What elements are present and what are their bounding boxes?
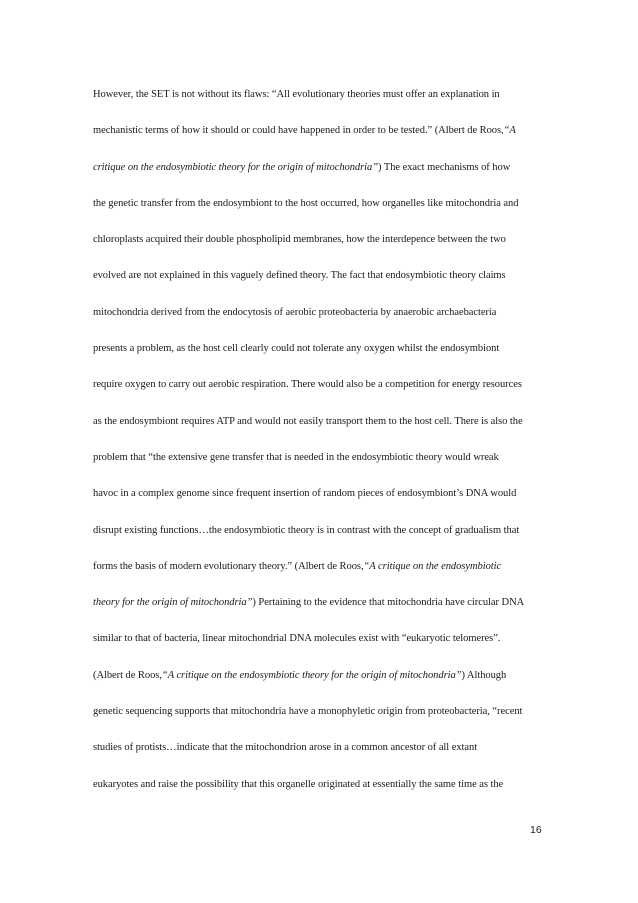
text-line [93, 303, 553, 339]
text-run: eukaryotes and raise the possibility that this organelle originated at essentially the same time as the [93, 778, 504, 790]
text-line [93, 448, 553, 484]
text-line [93, 775, 553, 811]
text-run: problem that “the extensive gene transfer that is needed in the endosymbiotic theory would wreak [93, 451, 499, 463]
text-line [93, 412, 553, 448]
citation-title: “A critique on the endosymbiotic [363, 560, 502, 572]
text-run: However, the SET is not without its flaws: “All evolutionary theories must offer an explanation in [93, 89, 500, 100]
text-run: similar to that of bacteria, linear mitochondrial DNA molecules exist with “eukaryotic telomeres”. [93, 633, 501, 645]
text-run: forms the basis of modern evolutionary theory.” (Albert de Roos, [93, 560, 364, 572]
text-run: genetic sequencing supports that mitochondria have a monophyletic origin from proteobacteria, “recent [93, 706, 523, 718]
text-line [93, 121, 553, 157]
citation-title: critique on the endosymbiotic theory for the origin of mitochondria” [93, 161, 379, 173]
text-run: the genetic transfer from the endosymbiont to the host occurred, how organelles like mitochondria and [93, 197, 519, 209]
text-line [93, 194, 553, 230]
text-run: havoc in a complex genome since frequent insertion of random pieces of endosymbiont’s DNA would [93, 488, 517, 500]
text-line [93, 230, 553, 266]
text-line [93, 484, 553, 520]
text-run: mitochondria derived from the endocytosis of aerobic proteobacteria by anaerobic archaebacteria [93, 306, 497, 318]
text-line [93, 266, 553, 302]
text-line [93, 738, 553, 774]
body-paragraph [93, 85, 553, 811]
text-line [93, 557, 553, 593]
text-run: as the endosymbiont requires ATP and would not easily transport them to the host cell. There is also the [93, 415, 523, 427]
text-run: (Albert de Roos, [93, 669, 162, 681]
text-line [93, 158, 553, 194]
text-run: chloroplasts acquired their double phospholipid membranes, how the interdepence between the two [93, 234, 506, 246]
text-line [93, 375, 553, 411]
text-run: mechanistic terms of how it should or could have happened in order to be tested.” (Albert de Roos, [93, 125, 504, 137]
text-line [93, 593, 553, 629]
text-run: ) Although [461, 669, 507, 681]
citation-title: “A critique on the endosymbiotic theory for the origin of mitochondria” [161, 669, 462, 681]
text-line [93, 629, 553, 665]
text-line [93, 702, 553, 738]
text-run: presents a problem, as the host cell clearly could not tolerate any oxygen whilst the endosymbiont [93, 343, 500, 355]
text-line [93, 666, 553, 702]
text-run: disrupt existing functions…the endosymbiotic theory is in contrast with the concept of gradualism that [93, 524, 520, 536]
text-run: ) The exact mechanisms of how [378, 161, 511, 173]
text-line [93, 85, 553, 121]
citation-title: “A [503, 125, 516, 137]
text-line [93, 339, 553, 375]
text-run: ) Pertaining to the evidence that mitochondria have circular DNA [252, 597, 525, 609]
page-number: 16 [530, 824, 542, 836]
text-line [93, 521, 553, 557]
citation-title: theory for the origin of mitochondria” [93, 597, 253, 609]
text-run: require oxygen to carry out aerobic respiration. There would also be a competition for energy resources [93, 379, 522, 391]
text-run: evolved are not explained in this vaguely defined theory. The fact that endosymbiotic theory claims [93, 270, 506, 282]
text-run: studies of protists…indicate that the mitochondrion arose in a common ancestor of all extant [93, 742, 478, 754]
